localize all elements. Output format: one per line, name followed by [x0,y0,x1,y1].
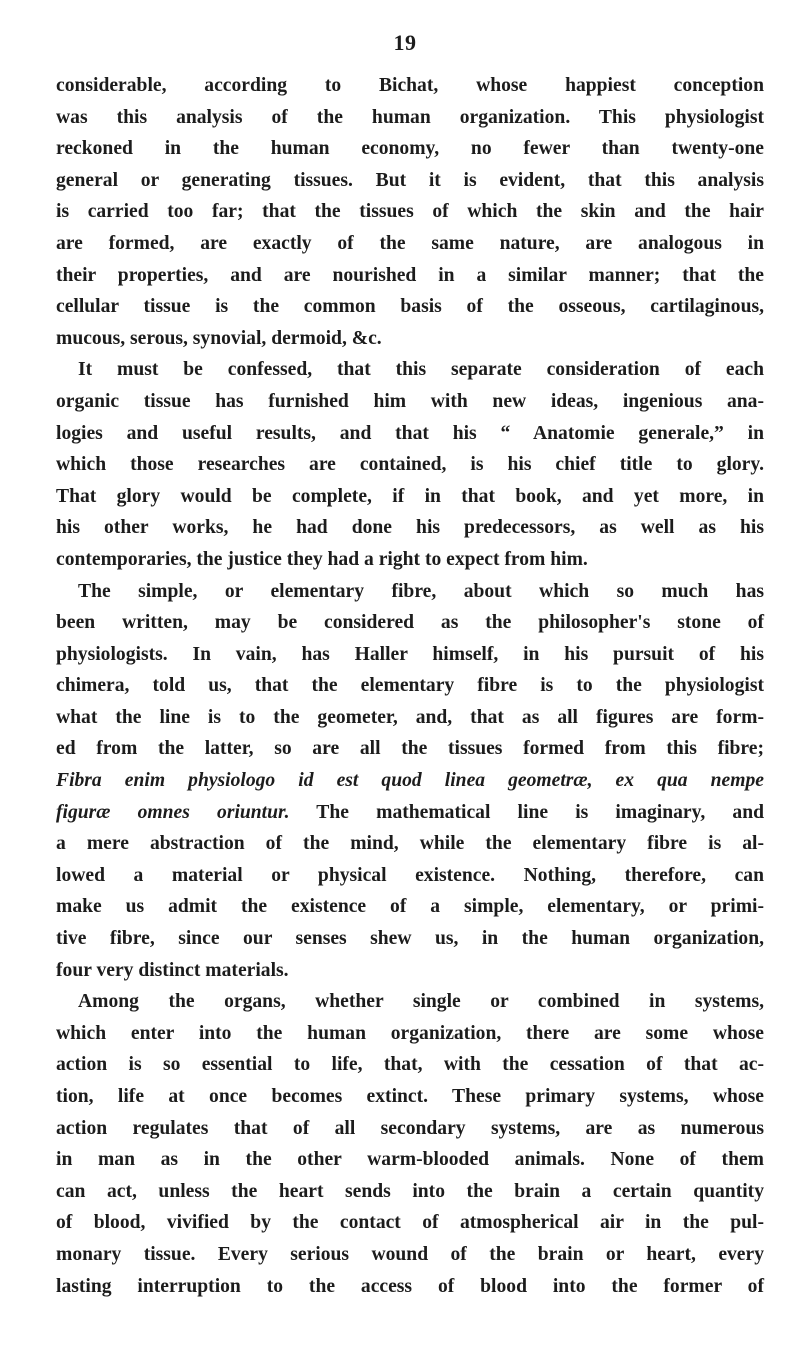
text-line: four very distinct materials. [56,959,289,981]
text-line: contemporaries, the justice they had a right to expect from him. [56,548,588,570]
text-line: Fibra enim physiologo id est quod linea geometræ, ex qua nempe [56,770,764,792]
text-line: lasting interruption to the access of blood into the former of [56,1275,764,1297]
text-line: of blood, vivified by the contact of atmospherical air in the pul- [56,1212,764,1234]
text-line: a mere abstraction of the mind, while the elementary fibre is al- [56,833,764,855]
text-line: their properties, and are nourished in a similar manner; that the [56,264,764,286]
text-line: chimera, told us, that the elementary fibre is to the physiologist [56,675,764,697]
text-line: are formed, are exactly of the same nature, are analogous in [56,232,764,254]
text-line: can act, unless the heart sends into the brain a certain quantity [56,1180,764,1202]
text-line: his other works, he had done his predecessors, as well as his [56,517,764,539]
text-line: tive fibre, since our senses shew us, in the human organization, [56,928,764,950]
text-line: is carried too far; that the tissues of which the skin and the hair [56,201,764,223]
text-line: lowed a material or physical existence. Nothing, therefore, can [56,864,764,886]
text-line: cellular tissue is the common basis of the osseous, cartilaginous, [56,296,764,318]
text-line: logies and useful results, and that his “ Anatomie generale,” in [56,422,764,444]
text-line: which enter into the human organization, there are some whose [56,1022,764,1044]
text-line: which those researches are contained, is his chief title to glory. [56,454,764,476]
text-line: action is so essential to life, that, with the cessation of that ac- [56,1054,764,1076]
text-line: considerable, according to Bichat, whose happiest conception [56,75,764,96]
text-segment: The mathematical line is imaginary, and [289,801,764,823]
text-line: reckoned in the human economy, no fewer than twenty-one [56,138,764,160]
text-line: make us admit the existence of a simple, elementary, or primi- [56,896,764,918]
body-text [56,70,764,1302]
text-line: monary tissue. Every serious wound of the brain or heart, every [56,1243,764,1265]
text-line: organic tissue has furnished him with new ideas, ingenious ana- [56,390,764,412]
text-line: The simple, or elementary fibre, about which so much has [78,580,764,602]
text-line: physiologists. In vain, has Haller himself, in his pursuit of his [56,643,764,665]
text-line: ed from the latter, so are all the tissues formed from this fibre; [56,738,764,760]
text-line [56,797,764,829]
text-line: mucous, serous, synovial, dermoid, &c. [56,327,382,349]
text-line: action regulates that of all secondary systems, are as numerous [56,1117,764,1139]
latin-quote: figuræ omnes oriuntur. [56,801,290,823]
text-line: been written, may be considered as the philosopher's stone of [56,612,764,634]
text-line: That glory would be complete, if in that book, and yet more, in [56,485,764,507]
text-line: what the line is to the geometer, and, that as all figures are form- [56,706,764,728]
text-line: general or generating tissues. But it is evident, that this analysis [56,169,764,191]
text-line: Among the organs, whether single or combined in systems, [78,991,764,1013]
text-line: was this analysis of the human organization. This physiologist [56,106,764,128]
text-line: It must be confessed, that this separate consideration of each [78,359,764,381]
text-line: in man as in the other warm-blooded animals. None of them [56,1149,764,1171]
text-line: tion, life at once becomes extinct. These primary systems, whose [56,1086,764,1107]
page-number: 19 [393,30,417,55]
